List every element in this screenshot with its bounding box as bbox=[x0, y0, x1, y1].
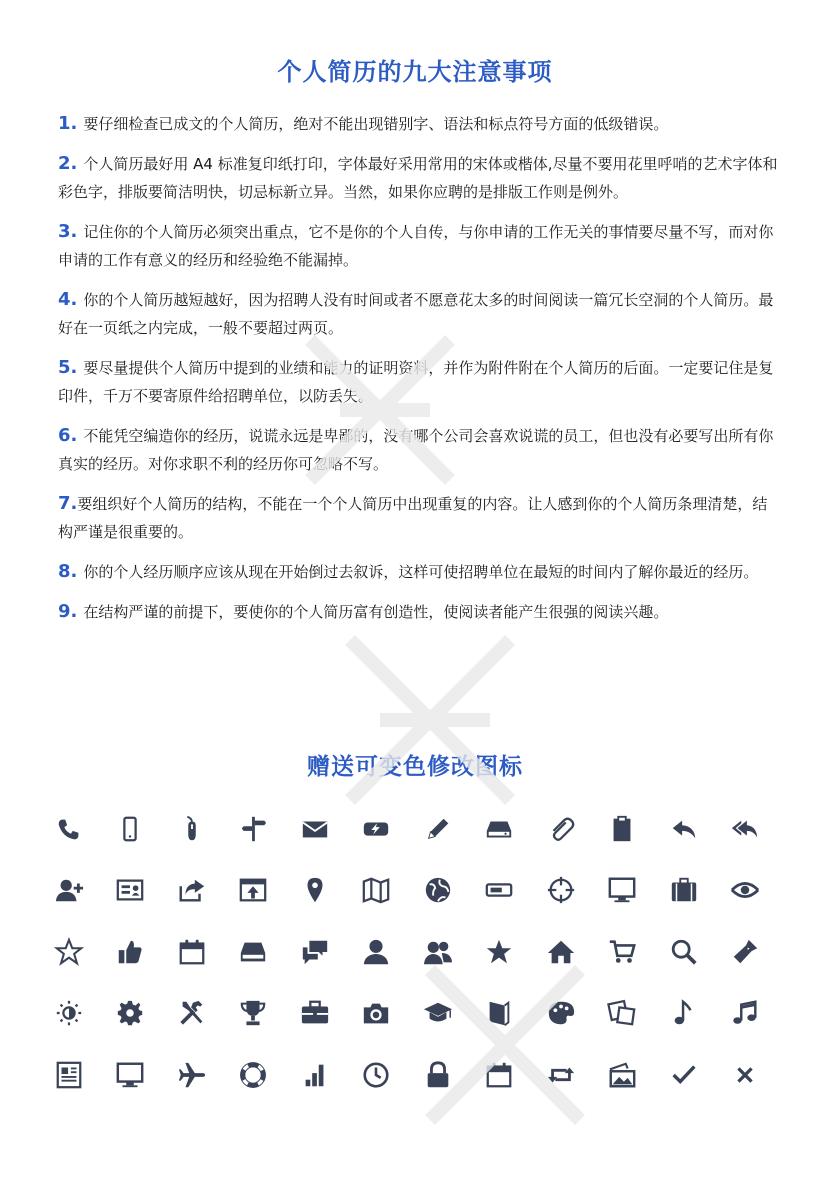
tip-text: 在结构严谨的前提下，要使你的个人简历富有创造性，使阅读者能产生很强的阅读兴趣。 bbox=[83, 603, 669, 621]
icons-section-title: 赠送可变色修改图标 bbox=[307, 754, 523, 780]
tip-number: 2. bbox=[58, 153, 78, 174]
clipboard-icon bbox=[592, 798, 654, 860]
monitor-icon-glyph bbox=[607, 875, 637, 905]
share-icon-glyph bbox=[177, 875, 207, 905]
bar-chart-icon-glyph bbox=[300, 1060, 330, 1090]
list-item bbox=[58, 110, 778, 138]
check-icon bbox=[653, 1044, 715, 1106]
cart-icon-glyph bbox=[607, 937, 637, 967]
trophy-icon bbox=[223, 983, 285, 1045]
list-item bbox=[58, 598, 778, 626]
reply-icon bbox=[653, 798, 715, 860]
palette-icon bbox=[530, 983, 592, 1045]
trophy-icon-glyph bbox=[238, 998, 268, 1028]
airplane-icon bbox=[161, 1044, 223, 1106]
inbox-icon bbox=[469, 798, 531, 860]
chat-icon bbox=[284, 921, 346, 983]
monitor-icon bbox=[592, 860, 654, 922]
crosshair-icon-glyph bbox=[546, 875, 576, 905]
mail-icon bbox=[284, 798, 346, 860]
tips-list bbox=[58, 110, 778, 638]
brightness-icon bbox=[38, 983, 100, 1045]
list-item bbox=[58, 422, 778, 478]
calendar-alt-icon-glyph bbox=[484, 1060, 514, 1090]
clipboard-icon-glyph bbox=[607, 814, 637, 844]
paperclip-icon bbox=[530, 798, 592, 860]
briefcase-icon bbox=[284, 983, 346, 1045]
list-item bbox=[58, 286, 778, 342]
tools-icon bbox=[161, 983, 223, 1045]
location-pin-icon bbox=[284, 860, 346, 922]
camera-icon-glyph bbox=[361, 998, 391, 1028]
tip-text: 你的个人简历越短越好，因为招聘人没有时间或者不愿意花太多的时间阅读一篇冗长空洞的个人简历。最好在一页纸之内完成，一般不要超过两页。 bbox=[58, 291, 774, 337]
location-pin-icon-glyph bbox=[300, 875, 330, 905]
battery-icon bbox=[346, 798, 408, 860]
progress-icon bbox=[469, 860, 531, 922]
tip-number: 8. bbox=[58, 561, 78, 582]
phone-icon bbox=[38, 798, 100, 860]
tip-number: 7. bbox=[58, 493, 78, 514]
crosshair-icon bbox=[530, 860, 592, 922]
id-card-icon bbox=[100, 860, 162, 922]
thumbs-up-icon-glyph bbox=[115, 937, 145, 967]
check-icon-glyph bbox=[669, 1060, 699, 1090]
gear-icon-glyph bbox=[115, 998, 145, 1028]
music-note-icon bbox=[653, 983, 715, 1045]
list-item bbox=[58, 558, 778, 586]
mail-icon-glyph bbox=[300, 814, 330, 844]
lifebuoy-icon-glyph bbox=[238, 1060, 268, 1090]
close-icon bbox=[715, 1044, 777, 1106]
mobile-icon-glyph bbox=[115, 814, 145, 844]
graduation-cap-icon-glyph bbox=[423, 998, 453, 1028]
suitcase-icon bbox=[653, 860, 715, 922]
retweet-icon bbox=[530, 1044, 592, 1106]
progress-icon-glyph bbox=[484, 875, 514, 905]
picture-icon bbox=[592, 1044, 654, 1106]
photos-icon bbox=[592, 983, 654, 1045]
document-icon bbox=[38, 1044, 100, 1106]
calendar-icon bbox=[161, 921, 223, 983]
tip-text: 要尽量提供个人简历中提到的业绩和能力的证明资料，并作为附件附在个人简历的后面。一定要记住是复印件，千万不要寄原件给招聘单位，以防丢失。 bbox=[58, 359, 774, 405]
user-icon-glyph bbox=[361, 937, 391, 967]
mouse-icon-glyph bbox=[177, 814, 207, 844]
reply-icon-glyph bbox=[669, 814, 699, 844]
paperclip-icon-glyph bbox=[546, 814, 576, 844]
tip-text: 不能凭空编造你的经历，说谎永远是卑鄙的，没有哪个公司会喜欢说谎的员工，但也没有必要写出所有你真实的经历。对你求职不利的经历你可忽略不写。 bbox=[58, 427, 774, 473]
bar-chart-icon bbox=[284, 1044, 346, 1106]
document-icon-glyph bbox=[54, 1060, 84, 1090]
pencil-icon bbox=[407, 798, 469, 860]
eye-icon bbox=[715, 860, 777, 922]
star-icon bbox=[469, 921, 531, 983]
home-icon bbox=[530, 921, 592, 983]
mouse-icon bbox=[161, 798, 223, 860]
add-user-icon-glyph bbox=[54, 875, 84, 905]
gear-icon bbox=[100, 983, 162, 1045]
upload-window-icon bbox=[223, 860, 285, 922]
music-note-icon-glyph bbox=[669, 998, 699, 1028]
clock-icon bbox=[346, 1044, 408, 1106]
retweet-icon-glyph bbox=[546, 1060, 576, 1090]
tip-text: 要仔细检查已成文的个人简历，绝对不能出现错别字、语法和标点符号方面的低级错误。 bbox=[83, 115, 669, 133]
reply-all-icon-glyph bbox=[730, 814, 760, 844]
clock-icon-glyph bbox=[361, 1060, 391, 1090]
photos-icon-glyph bbox=[607, 998, 637, 1028]
list-item bbox=[58, 218, 778, 274]
display-icon-glyph bbox=[115, 1060, 145, 1090]
lock-icon-glyph bbox=[423, 1060, 453, 1090]
map-icon-glyph bbox=[361, 875, 391, 905]
tip-text: 要组织好个人简历的结构，不能在一个个人简历中出现重复的内容。让人感到你的个人简历条理清楚，结构严谨是很重要的。 bbox=[58, 495, 768, 541]
flashlight-icon bbox=[715, 921, 777, 983]
tip-text: 你的个人经历顺序应该从现在开始倒过去叙诉，这样可使招聘单位在最短的时间内了解你最近的经历。 bbox=[83, 563, 759, 581]
book-icon bbox=[469, 983, 531, 1045]
display-icon bbox=[100, 1044, 162, 1106]
list-item bbox=[58, 354, 778, 410]
signpost-icon bbox=[223, 798, 285, 860]
id-card-icon-glyph bbox=[115, 875, 145, 905]
mobile-icon bbox=[100, 798, 162, 860]
camera-icon bbox=[346, 983, 408, 1045]
users-icon bbox=[407, 921, 469, 983]
drive-icon bbox=[223, 921, 285, 983]
list-item bbox=[58, 490, 778, 546]
list-item bbox=[58, 150, 778, 206]
phone-icon-glyph bbox=[54, 814, 84, 844]
tip-number: 9. bbox=[58, 601, 78, 622]
page-title: 个人简历的九大注意事项 bbox=[277, 58, 553, 86]
graduation-cap-icon bbox=[407, 983, 469, 1045]
briefcase-icon-glyph bbox=[300, 998, 330, 1028]
music-notes-icon bbox=[715, 983, 777, 1045]
user-icon bbox=[346, 921, 408, 983]
search-icon-glyph bbox=[669, 937, 699, 967]
flashlight-icon-glyph bbox=[730, 937, 760, 967]
tip-number: 1. bbox=[58, 113, 78, 134]
users-icon-glyph bbox=[423, 937, 453, 967]
lifebuoy-icon bbox=[223, 1044, 285, 1106]
tip-text: 个人简历最好用 A4 标准复印纸打印，字体最好采用常用的宋体或楷体,尽量不要用花里呼哨的艺术字体和彩色字，排版要简洁明快，切忌标新立异。当然，如果你应聘的是排版工作则是例外。 bbox=[58, 155, 778, 201]
tip-number: 3. bbox=[58, 221, 78, 242]
drive-icon-glyph bbox=[238, 937, 268, 967]
reply-all-icon bbox=[715, 798, 777, 860]
cart-icon bbox=[592, 921, 654, 983]
home-icon-glyph bbox=[546, 937, 576, 967]
upload-window-icon-glyph bbox=[238, 875, 268, 905]
tip-number: 5. bbox=[58, 357, 78, 378]
airplane-icon-glyph bbox=[177, 1060, 207, 1090]
star-outline-icon-glyph bbox=[54, 937, 84, 967]
lock-icon bbox=[407, 1044, 469, 1106]
tip-text: 记住你的个人简历必须突出重点，它不是你的个人自传，与你申请的工作无关的事情要尽量不写，而对你申请的工作有意义的经历和经验绝不能漏掉。 bbox=[58, 223, 774, 269]
brightness-icon-glyph bbox=[54, 998, 84, 1028]
search-icon bbox=[653, 921, 715, 983]
globe-icon-glyph bbox=[423, 875, 453, 905]
star-icon-glyph bbox=[484, 937, 514, 967]
thumbs-up-icon bbox=[100, 921, 162, 983]
battery-icon-glyph bbox=[361, 814, 391, 844]
share-icon bbox=[161, 860, 223, 922]
star-outline-icon bbox=[38, 921, 100, 983]
book-icon-glyph bbox=[484, 998, 514, 1028]
tip-number: 6. bbox=[58, 425, 78, 446]
inbox-icon-glyph bbox=[484, 814, 514, 844]
eye-icon-glyph bbox=[730, 875, 760, 905]
palette-icon-glyph bbox=[546, 998, 576, 1028]
suitcase-icon-glyph bbox=[669, 875, 699, 905]
close-icon-glyph bbox=[730, 1060, 760, 1090]
pencil-icon-glyph bbox=[423, 814, 453, 844]
calendar-icon-glyph bbox=[177, 937, 207, 967]
globe-icon bbox=[407, 860, 469, 922]
signpost-icon-glyph bbox=[238, 814, 268, 844]
map-icon bbox=[346, 860, 408, 922]
tip-number: 4. bbox=[58, 289, 78, 310]
chat-icon-glyph bbox=[300, 937, 330, 967]
tools-icon-glyph bbox=[177, 998, 207, 1028]
add-user-icon bbox=[38, 860, 100, 922]
calendar-alt-icon bbox=[469, 1044, 531, 1106]
icon-grid bbox=[38, 798, 808, 1108]
music-notes-icon-glyph bbox=[730, 998, 760, 1028]
picture-icon-glyph bbox=[607, 1060, 637, 1090]
